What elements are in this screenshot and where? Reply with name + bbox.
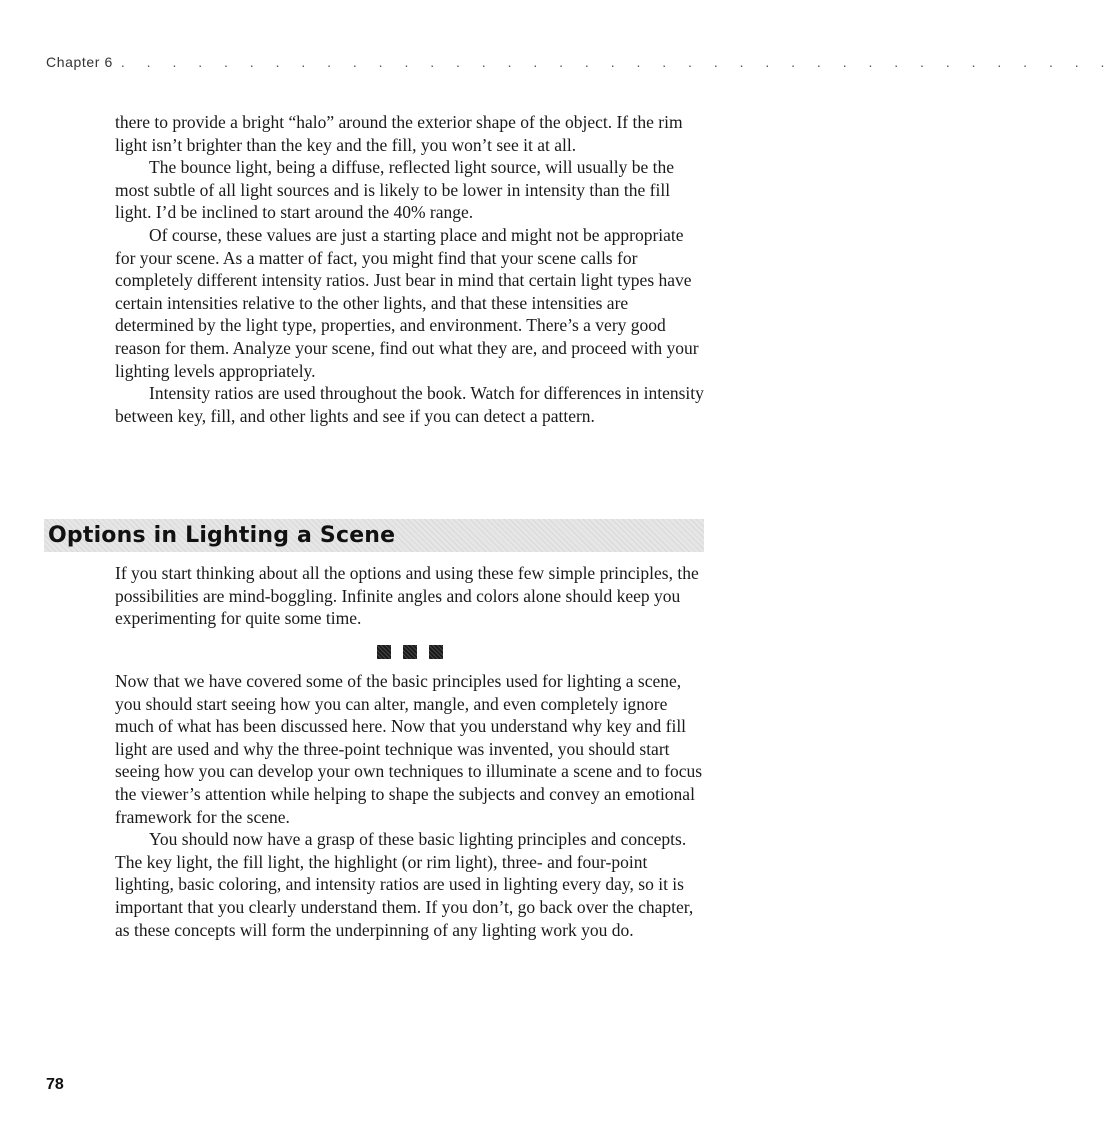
section-separator: [377, 643, 443, 661]
separator-square-icon: [403, 645, 417, 659]
running-head: [46, 51, 1113, 73]
paragraph: there to provide a bright “halo” around the exterior shape of the object. If the rim light isn’t brighter than the key and the fill, you won’t see it at all.: [115, 112, 683, 155]
paragraph: Now that we have covered some of the basic principles used for lighting a scene, you should start seeing how you can alter, mangle, and even completely ignore much of what has been discussed here. Now that you understand why key and fill light are used and why the three-point technique was invented, you should start seeing how you can develop your own techniques to illuminate a scene and to focus the viewer’s attention while helping to shape the subjects and convey an emotional framework for the scene.: [115, 671, 703, 827]
section-heading-bar: [44, 519, 704, 552]
paragraph: You should now have a grasp of these basic lighting principles and concepts. The key light, the fill light, the highlight (or rim light), three- and four-point lighting, basic coloring, and intensity ratios are used in lighting every day, so it is important that you clearly understand them. If you don’t, go back over the chapter, as these concepts will form the underpinning of any lighting work you do.: [115, 829, 694, 940]
dot-leader: . . . . . . . . . . . . . . . . . . . . . . . . . . . . . . . . . . . . . . .: [120, 54, 1113, 70]
section-intro: [115, 562, 707, 630]
body-text-bottom: [115, 670, 707, 941]
paragraph: Intensity ratios are used throughout the book. Watch for differences in intensity between key, fill, and other lights and see if you can detect a pattern.: [115, 383, 704, 426]
body-text-top: [115, 111, 707, 427]
section-heading: Options in Lighting a Scene: [48, 523, 396, 548]
separator-square-icon: [429, 645, 443, 659]
paragraph: Of course, these values are just a starting place and might not be appropriate for your scene. As a matter of fact, you might find that your scene calls for completely different intensity ratios. Just bear in mind that certain light types have certain intensities relative to the other lights, and that these intensities are determined by the light type, properties, and environment. There’s a very good reason for them. Analyze your scene, find out what they are, and proceed with your lighting levels appropriately.: [115, 224, 699, 381]
paragraph: If you start thinking about all the options and using these few simple principles, the possibilities are mind-boggling. Infinite angles and colors alone should keep you experimenting for quite some time.: [115, 563, 699, 629]
chapter-label: Chapter 6: [46, 54, 113, 70]
separator-square-icon: [377, 645, 391, 659]
paragraph: The bounce light, being a diffuse, reflected light source, will usually be the most subtle of all light sources and is likely to be lower in intensity than the fill light. I’d be inclined to start around the 40% range.: [115, 157, 675, 223]
page-number: 78: [46, 1076, 64, 1093]
